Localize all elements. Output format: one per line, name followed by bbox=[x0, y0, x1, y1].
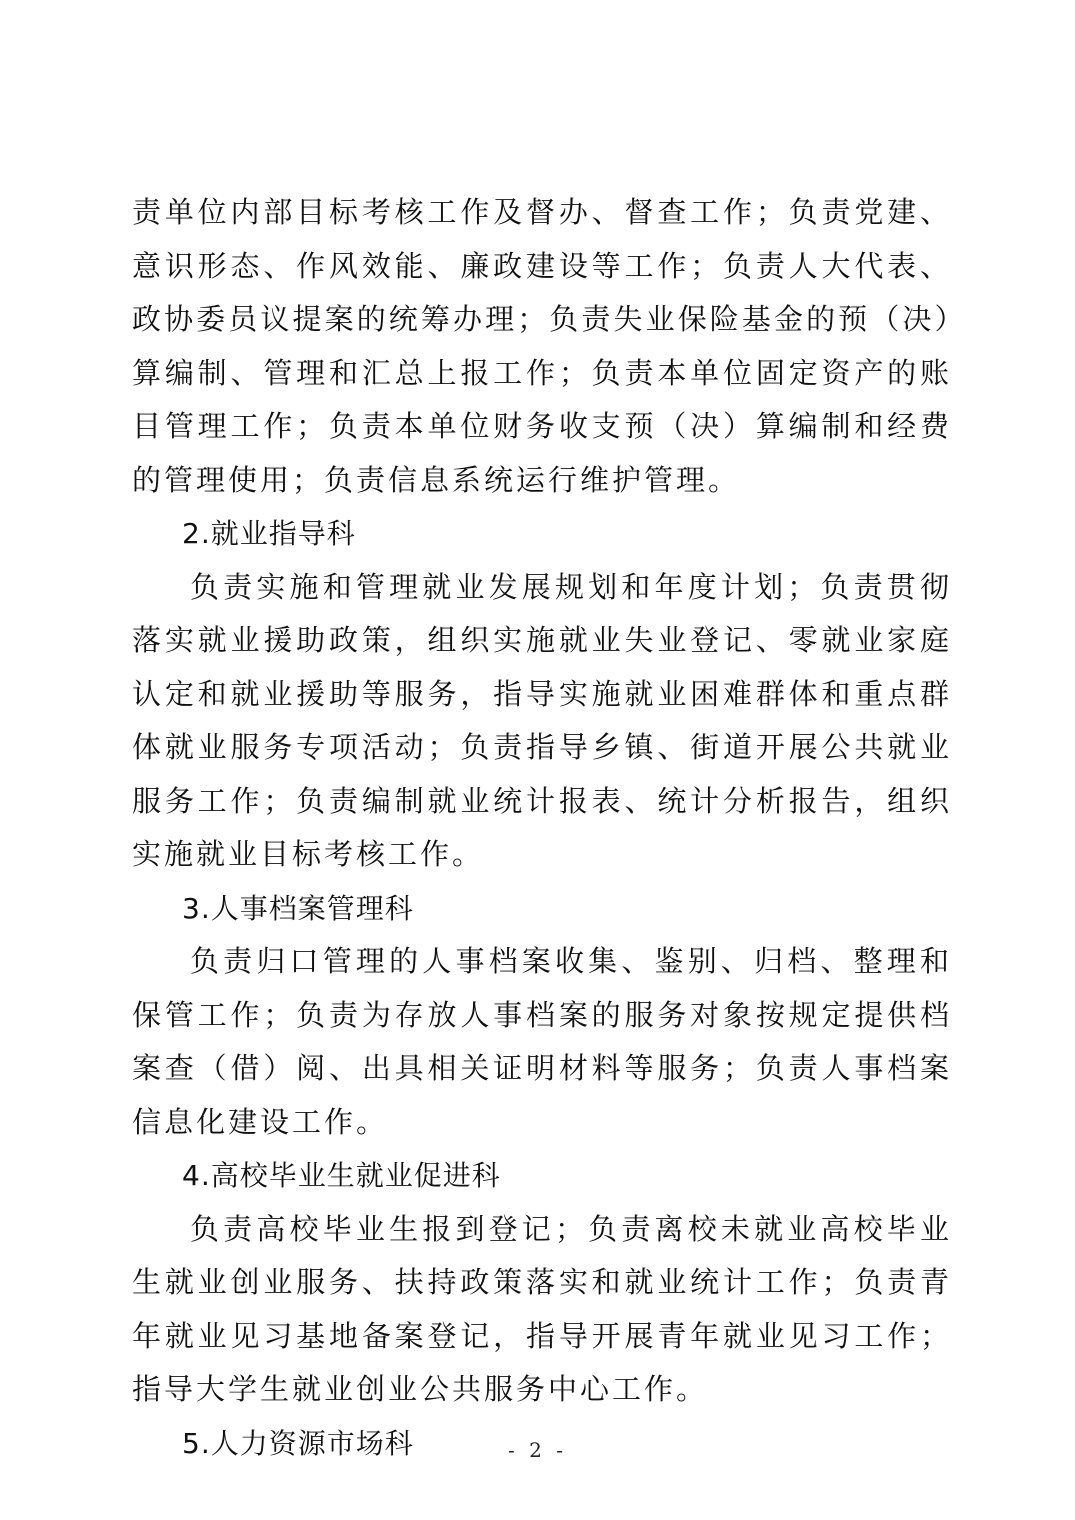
page-number: - 2 - bbox=[508, 1438, 567, 1462]
section-heading-employment-guidance: 2.就业指导科 bbox=[182, 517, 356, 550]
section-heading-hr-market: 5.人力资源市场科 bbox=[182, 1426, 414, 1460]
paragraph-continued: 责单位内部目标考核工作及督办、督查工作；负责党建、意识形态、作风效能、廉政建设等工作；负责人大代表、政协委员议提案的统筹办理；负责失业保险基金的预（决）算编制、管理和汇总上报工作；负责本单位固定资产的账目管理工作；负责本单位财务收支预（决）算编制和经费的管理使用；负责信息系统运行维护管理。 bbox=[132, 195, 952, 497]
document-body bbox=[132, 186, 952, 1470]
section-heading-personnel-archives: 3.人事档案管理科 bbox=[182, 891, 414, 925]
paragraph-employment-guidance: 负责实施和管理就业发展规划和年度计划；负责贯彻落实就业援助政策，组织实施就业失业登记、零就业家庭认定和就业援助等服务，指导实施就业困难群体和重点群体就业服务专项活动；负责指导乡镇、街道开展公共就业服务工作；负责编制就业统计报表、统计分析报告，组织实施就业目标考核工作。 bbox=[132, 569, 952, 871]
section-heading-graduate-employment: 4.高校毕业生就业促进科 bbox=[182, 1159, 501, 1192]
paragraph-personnel-archives: 负责归口管理的人事档案收集、鉴别、归档、整理和保管工作；负责为存放人事档案的服务对象按规定提供档案查（借）阅、出具相关证明材料等服务；负责人事档案信息化建设工作。 bbox=[132, 944, 952, 1139]
paragraph-graduate-employment: 负责高校毕业生报到登记；负责离校未就业高校毕业生就业创业服务、扶持政策落实和就业统计工作；负责青年就业见习基地备案登记，指导开展青年就业见习工作；指导大学生就业创业公共服务中心工作。 bbox=[132, 1211, 952, 1406]
